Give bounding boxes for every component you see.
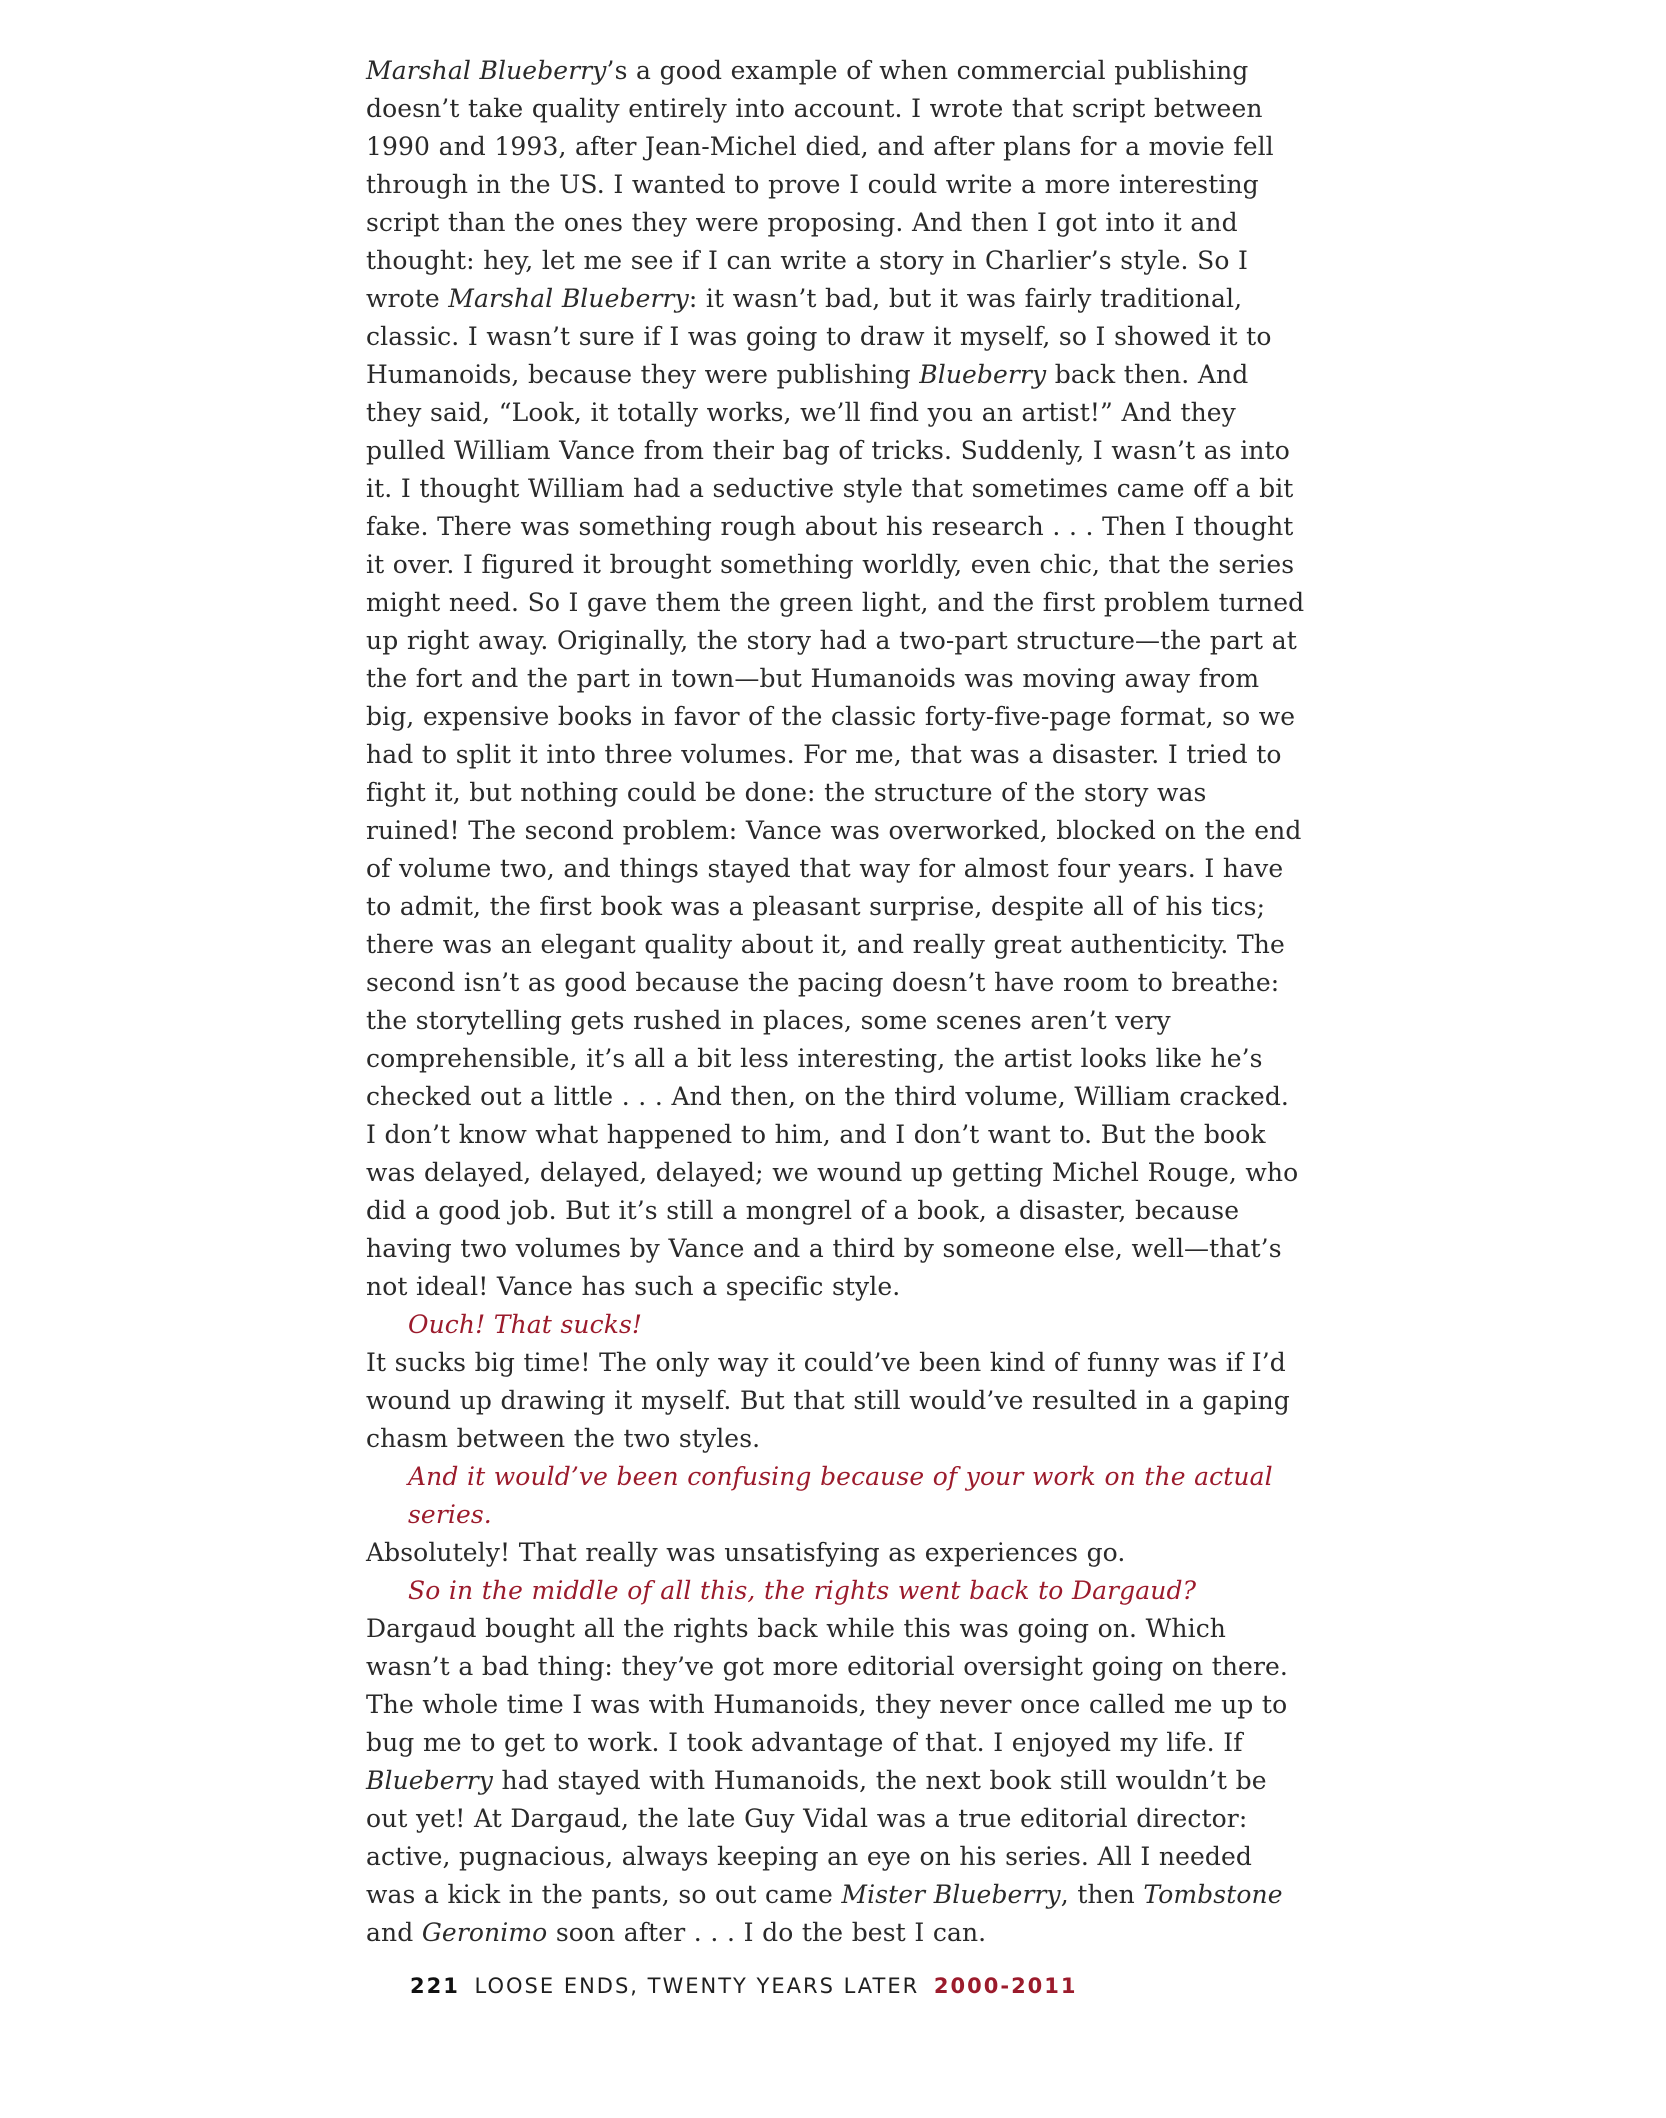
- text-span: soon after . . . I do the best I can.: [547, 1918, 987, 1947]
- article-text: [366, 52, 1306, 1952]
- interview-question: So in the middle of all this, the rights went back to Dargaud?: [408, 1576, 1197, 1605]
- chapter-years: 2000-2011: [933, 1974, 1078, 1998]
- interview-answer: It sucks big time! The only way it could’ve been kind of funny was if I’d wound up drawing it myself. But that still would’ve resulted in a gaping chasm between the two styles.: [366, 1348, 1290, 1453]
- book-title: Marshal Blueberry: [448, 284, 689, 313]
- chapter-title: LOOSE ENDS, TWENTY YEARS LATER: [474, 1974, 920, 1998]
- text-span: ’s a good example of when commercial publishing doesn’t take quality entirely into account. I wrote that script between 1990 and 1993, after Jean-Michel died, and after plans for a movie fell through in the US. I wanted to prove I could write a more interesting script than the ones they were proposing. And then I got into it and thought: hey, let me see if I can write a story in Charlier’s style. So I wrote: [366, 56, 1274, 313]
- interview-answer: [366, 1610, 1306, 1952]
- interview-question: And it would’ve been confusing because of your work on the actual series.: [408, 1462, 1273, 1529]
- book-title: Marshal Blueberry: [366, 56, 607, 85]
- text-span: , then: [1060, 1880, 1144, 1909]
- page-content: [366, 52, 1306, 1952]
- text-span: had stayed with Humanoids, the next book still wouldn’t be out yet! At Dargaud, the late Guy Vidal was a true editorial director: active, pugnacious, always keeping an eye on his series. All I needed was a kick in the pants, so out came: [366, 1766, 1267, 1909]
- page-number: 221: [410, 1974, 460, 1998]
- interview-answer: Absolutely! That really was unsatisfying as experiences go.: [366, 1538, 1126, 1567]
- text-span: back then. And they said, “Look, it totally works, we’ll find you an artist!” And they pulled William Vance from their bag of tricks. Suddenly, I wasn’t as into it. I thought William had a seductive style that sometimes came off a bit fake. There was something rough about his research . . . Then I thought it over. I figured it brought something worldly, even chic, that the series might need. So I gave them the green light, and the first problem turned up right away. Originally, the story had a two-part structure—the part at the fort and the part in town—but Humanoids was moving away from big, expensive books in favor of the classic forty-five-page format, so we had to split it into three volumes. For me, that was a disaster. I tried to fight it, but nothing could be done: the structure of the story was ruined! The second problem: Vance was overworked, blocked on the end of volume two, and things stayed that way for almost four years. I have to admit, the first book was a pleasant surprise, despite all of his tics; there was an elegant quality about it, and really great authenticity. The second isn’t as good because the pacing doesn’t have room to breathe: the storytelling gets rushed in places, some scenes aren’t very comprehensible, it’s all a bit less interesting, the artist looks like he’s checked out a little . . . And then, on the third volume, William cracked. I don’t know what happened to him, and I don’t want to. But the book was delayed, delayed, delayed; we wound up getting Michel Rouge, who did a good job. But it’s still a mongrel of a book, a disaster, because having two volumes by Vance and a third by someone else, well—that’s not ideal! Vance has such a specific style.: [366, 360, 1305, 1301]
- book-title: Blueberry: [366, 1766, 493, 1795]
- text-span: Dargaud bought all the rights back while this was going on. Which wasn’t a bad thing: they’ve got more editorial oversight going on there. The whole time I was with Humanoids, they never once called me up to bug me to get to work. I took advantage of that. I enjoyed my life. If: [366, 1614, 1288, 1757]
- book-title: Blueberry: [919, 360, 1047, 389]
- text-span: : it wasn’t bad, but it was fairly traditional, classic. I wasn’t sure if I was going to draw it myself, so I showed it to Humanoids, because they were publishing: [366, 284, 1272, 389]
- book-title: Tombstone: [1143, 1880, 1283, 1909]
- interview-question: Ouch! That sucks!: [408, 1310, 643, 1339]
- book-title: Geronimo: [421, 1918, 548, 1947]
- paragraph-marshal-blueberry: [366, 52, 1306, 1306]
- book-title: Mister Blueberry: [841, 1880, 1061, 1909]
- text-span: and: [366, 1918, 422, 1947]
- page-footer: [410, 1974, 1078, 1998]
